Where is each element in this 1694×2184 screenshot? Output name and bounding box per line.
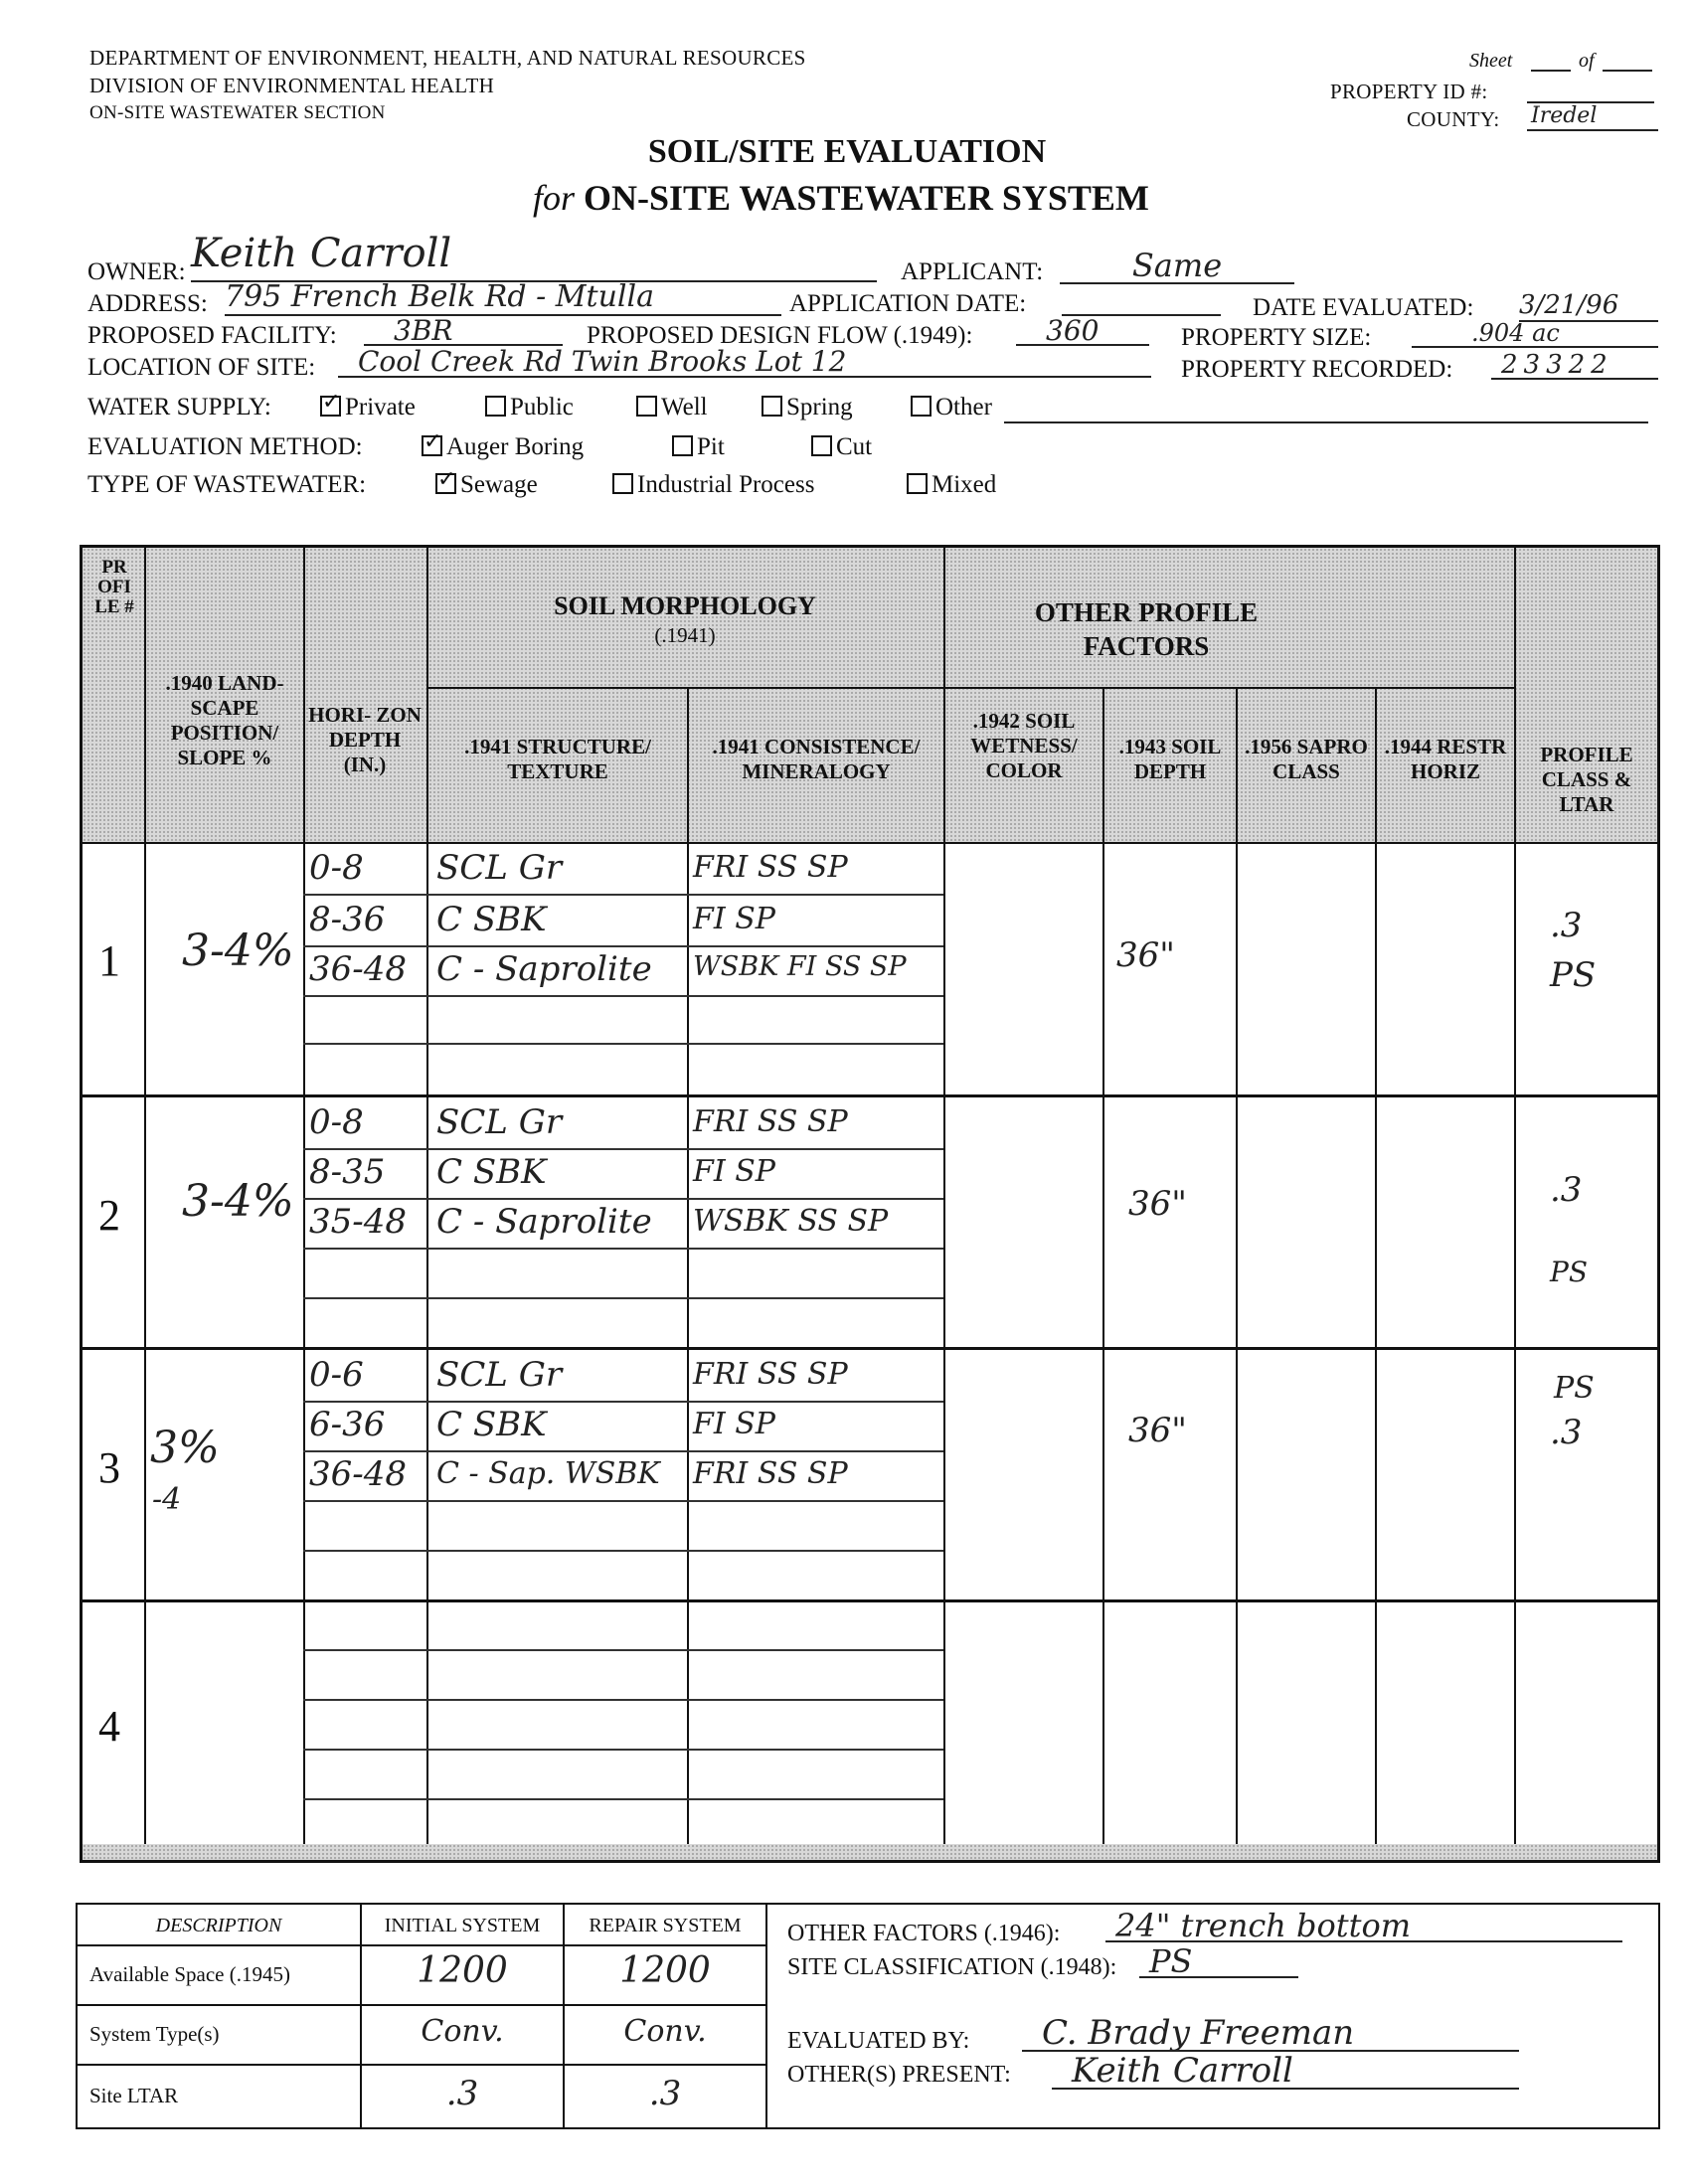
horizon-depth[interactable]: 8-35 — [309, 1152, 386, 1192]
owner-label: OWNER: — [87, 258, 186, 285]
county-field[interactable]: Iredel — [1527, 103, 1658, 131]
section-name: ON-SITE WASTEWATER SECTION — [89, 102, 386, 123]
system-type-repair[interactable]: Conv. — [623, 2014, 707, 2049]
application-date-label: APPLICATION DATE: — [789, 290, 1027, 317]
address-field[interactable]: 795 French Belk Rd - Mtulla — [225, 282, 781, 316]
site-ltar-initial[interactable]: .3 — [445, 2074, 479, 2113]
address-label: ADDRESS: — [87, 290, 208, 317]
description-header: DESCRIPTION — [155, 1915, 282, 1936]
sheet-total-field[interactable] — [1603, 70, 1652, 72]
horizon-depth[interactable]: 35-48 — [309, 1202, 408, 1242]
water-supply-spring[interactable]: Spring — [762, 394, 853, 421]
summary-section — [76, 1903, 1660, 2129]
slope-value[interactable]: 3% — [150, 1423, 220, 1473]
site-ltar-label: Site LTAR — [89, 2084, 179, 2107]
evaluated-by-field[interactable]: C. Brady Freeman — [1022, 2014, 1519, 2052]
consistence-mineralogy[interactable]: FRI SS SP — [693, 1357, 848, 1392]
profile-class-value[interactable]: .3 — [1550, 1170, 1583, 1210]
evaluation-method-cut[interactable]: Cut — [811, 433, 872, 461]
structure-texture[interactable]: SCL Gr — [436, 1355, 563, 1395]
profile-class-header: PROFILE CLASS & LTAR — [1540, 743, 1633, 816]
structure-texture[interactable]: C SBK — [436, 900, 547, 939]
checkbox-icon[interactable] — [672, 435, 693, 456]
structure-texture[interactable]: SCL Gr — [436, 848, 563, 888]
horizon-header: HORI- ZON DEPTH (IN.) — [308, 703, 422, 776]
structure-texture[interactable]: C - Saprolite — [436, 1202, 652, 1242]
soil-morphology-header: SOIL MORPHOLOGY — [554, 591, 816, 620]
others-present-label: OTHER(S) PRESENT: — [787, 2062, 1011, 2088]
available-space-label: Available Space (.1945) — [89, 1962, 290, 1986]
subtitle-main: ON-SITE WASTEWATER SYSTEM — [584, 178, 1149, 218]
structure-header: .1941 STRUCTURE/ TEXTURE — [464, 735, 651, 783]
water-supply-label: WATER SUPPLY: — [87, 394, 271, 420]
other-factors-field[interactable]: 24" trench bottom — [1105, 1909, 1622, 1942]
site-classification-label: SITE CLASSIFICATION (.1948): — [787, 1954, 1117, 1980]
evaluation-method-pit[interactable]: Pit — [672, 433, 725, 461]
checkbox-icon[interactable] — [612, 473, 633, 494]
property-id-label: PROPERTY ID #: — [1330, 80, 1488, 103]
owner-field[interactable]: Keith Carroll — [191, 231, 877, 282]
applicant-field[interactable]: Same — [1060, 251, 1294, 284]
water-supply-other-field[interactable] — [1004, 421, 1648, 423]
soil-depth-value[interactable]: 36" — [1116, 935, 1175, 975]
soil-morphology-sub: (.1941) — [654, 623, 716, 647]
water-supply-other[interactable]: Other — [911, 394, 992, 421]
location-field[interactable]: Cool Creek Rd Twin Brooks Lot 12 — [338, 346, 1151, 378]
subtitle-prefix: for — [533, 178, 576, 218]
checkbox-icon[interactable] — [811, 435, 832, 456]
structure-texture[interactable]: C SBK — [436, 1152, 547, 1192]
soil-depth-value[interactable]: 36" — [1128, 1411, 1187, 1450]
soil-depth-value[interactable]: 36" — [1128, 1184, 1187, 1224]
division-name: DIVISION OF ENVIRONMENTAL HEALTH — [89, 74, 495, 97]
checked-box-icon[interactable] — [435, 473, 456, 494]
horizon-depth[interactable]: 8-36 — [309, 900, 386, 939]
soil-depth-header: .1943 SOIL DEPTH — [1118, 735, 1222, 783]
of-label: of — [1579, 50, 1595, 72]
slope-value[interactable]: 3-4% — [182, 925, 294, 976]
structure-texture[interactable]: C SBK — [436, 1405, 547, 1444]
site-classification-field[interactable]: PS — [1139, 1944, 1298, 1978]
wastewater-type-label: TYPE OF WASTEWATER: — [87, 471, 367, 498]
date-evaluated-label: DATE EVALUATED: — [1253, 294, 1474, 321]
wetness-header: .1942 SOIL WETNESS/ COLOR — [970, 709, 1078, 782]
water-supply-private[interactable]: ✓ Private — [320, 394, 416, 421]
horizon-depth[interactable]: 0-8 — [309, 848, 364, 888]
profile-number: 1 — [98, 936, 120, 985]
checkbox-icon[interactable] — [762, 396, 782, 417]
site-ltar-repair[interactable]: .3 — [648, 2074, 682, 2113]
water-supply-well[interactable]: Well — [636, 394, 708, 421]
structure-texture[interactable]: SCL Gr — [436, 1102, 563, 1142]
property-recorded-field[interactable]: 23322 — [1491, 350, 1658, 380]
structure-texture[interactable]: C - Saprolite — [436, 949, 652, 989]
evaluation-method-auger[interactable]: ✓ Auger Boring — [422, 433, 584, 461]
design-flow-field[interactable]: 360 — [1016, 316, 1149, 346]
structure-texture[interactable]: C - Sap. WSBK — [436, 1456, 660, 1491]
profile-header: PROFILE # — [94, 557, 134, 617]
initial-system-header: INITIAL SYSTEM — [384, 1915, 541, 1936]
repair-system-header: REPAIR SYSTEM — [589, 1915, 742, 1936]
wastewater-type-sewage[interactable]: ✓ Sewage — [435, 471, 538, 499]
other-factors-header: OTHER PROFILE FACTORS — [1034, 597, 1259, 661]
profile-class-value[interactable]: .3 — [1550, 1413, 1583, 1452]
property-recorded-label: PROPERTY RECORDED: — [1181, 356, 1453, 383]
property-size-label: PROPERTY SIZE: — [1181, 324, 1372, 351]
profile-class-code[interactable]: PS — [1550, 955, 1597, 995]
date-evaluated-field[interactable]: 3/21/96 — [1519, 290, 1658, 322]
profile-number: 3 — [98, 1443, 120, 1492]
wastewater-type-mixed[interactable]: Mixed — [907, 471, 996, 499]
horizon-depth[interactable]: 6-36 — [309, 1405, 386, 1444]
evaluated-by-label: EVALUATED BY: — [787, 2028, 970, 2054]
form-subtitle — [533, 177, 1149, 219]
table-header — [83, 548, 1657, 842]
consistence-mineralogy[interactable]: WSBK FI SS SP — [693, 951, 907, 982]
checkbox-icon[interactable] — [911, 396, 932, 417]
consistence-mineralogy[interactable]: FI SP — [693, 1154, 775, 1189]
design-flow-label: PROPOSED DESIGN FLOW (.1949): — [587, 322, 973, 349]
profile-number: 2 — [98, 1191, 120, 1240]
sheet-number-field[interactable] — [1531, 70, 1571, 72]
consistence-mineralogy[interactable]: FRI SS SP — [693, 1456, 848, 1491]
consistence-mineralogy[interactable]: FI SP — [693, 1407, 775, 1441]
proposed-facility-field[interactable]: 3BR — [364, 316, 563, 346]
department-name: DEPARTMENT OF ENVIRONMENT, HEALTH, AND NATURAL RESOURCES — [89, 46, 806, 70]
checkbox-icon[interactable] — [636, 396, 657, 417]
sheet-label: Sheet — [1469, 50, 1513, 72]
available-space-repair[interactable]: 1200 — [619, 1950, 711, 1991]
soil-evaluation-table — [80, 545, 1660, 1863]
consistence-mineralogy[interactable]: WSBK SS SP — [693, 1204, 889, 1239]
consistence-mineralogy[interactable]: FI SP — [693, 902, 775, 936]
available-space-initial[interactable]: 1200 — [417, 1950, 508, 1991]
system-type-initial[interactable]: Conv. — [421, 2014, 504, 2049]
property-size-field[interactable]: .904 ac — [1412, 318, 1658, 348]
consistence-mineralogy[interactable]: FRI SS SP — [693, 1104, 848, 1139]
form-title: SOIL/SITE EVALUATION — [647, 133, 1047, 170]
profile-class-code[interactable]: PS — [1550, 1256, 1589, 1288]
location-label: LOCATION OF SITE: — [87, 354, 316, 381]
profile-class-value[interactable]: .3 — [1550, 906, 1583, 945]
slope-value[interactable]: 3-4% — [182, 1176, 294, 1227]
proposed-facility-label: PROPOSED FACILITY: — [87, 322, 337, 349]
horizon-depth[interactable]: 0-8 — [309, 1102, 364, 1142]
restr-header: .1944 RESTR HORIZ — [1384, 735, 1507, 783]
landscape-header: .1940 LAND- SCAPE POSITION/ SLOPE % — [165, 671, 284, 769]
checked-box-icon[interactable] — [422, 435, 442, 456]
horizon-depth[interactable]: 0-6 — [309, 1355, 364, 1395]
system-type-label: System Type(s) — [89, 2022, 220, 2046]
applicant-label: APPLICANT: — [901, 258, 1044, 285]
slope-extra[interactable]: -4 — [152, 1482, 182, 1517]
checkbox-icon[interactable] — [907, 473, 928, 494]
horizon-depth[interactable]: 36-48 — [309, 1454, 408, 1494]
county-label: COUNTY: — [1407, 107, 1500, 131]
checkbox-icon[interactable] — [485, 396, 506, 417]
sapro-header: .1956 SAPRO CLASS — [1245, 735, 1368, 783]
profile-class-code[interactable]: PS — [1554, 1371, 1595, 1406]
consistence-header: .1941 CONSISTENCE/ MINERALOGY — [712, 735, 921, 783]
other-factors-label: OTHER FACTORS (.1946): — [787, 1921, 1061, 1946]
profile-number: 4 — [98, 1702, 120, 1751]
wastewater-type-industrial[interactable]: Industrial Process — [612, 471, 814, 499]
consistence-mineralogy[interactable]: FRI SS SP — [693, 850, 848, 885]
horizon-depth[interactable]: 36-48 — [309, 949, 408, 989]
others-present-field[interactable]: Keith Carroll — [1052, 2052, 1519, 2090]
water-supply-public[interactable]: Public — [485, 394, 574, 421]
checked-box-icon[interactable] — [320, 396, 341, 417]
evaluation-method-label: EVALUATION METHOD: — [87, 433, 363, 460]
